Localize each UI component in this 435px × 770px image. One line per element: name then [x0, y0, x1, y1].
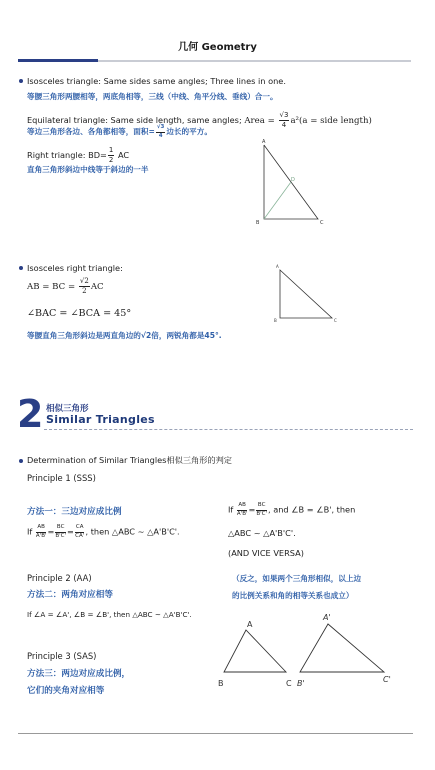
frac-den: A'B' — [35, 532, 47, 539]
label-b-prime: B' — [297, 679, 305, 688]
sas-formula: If $\frac{AB}{A'B'}$ = $\frac{BC}{B'C'}$ , and ∠B = ∠B', then — [228, 502, 356, 517]
equilateral-cn-text: 等边三角形各边、各角都相等，面积= — [27, 127, 155, 136]
frac-num: AB — [36, 525, 47, 533]
ratio-ab — [237, 503, 248, 517]
similar-triangles-figure — [212, 608, 402, 694]
ratio-bc — [55, 525, 66, 539]
triangle-abc — [280, 270, 332, 318]
bullet-icon — [19, 266, 23, 270]
label-b: B — [274, 318, 277, 323]
then-text: , then △ABC ~ △A'B'C'. — [85, 526, 180, 537]
label-a-prime: A' — [323, 613, 331, 622]
frac-num: √3 — [279, 111, 289, 119]
frac-den: A'B' — [236, 510, 248, 517]
frac-den: 2 — [108, 156, 114, 164]
frac-num: AB — [237, 503, 248, 511]
label-b: B — [256, 220, 260, 226]
header-rule — [98, 60, 411, 62]
principle-2-title: Principle 2 (AA) — [27, 573, 92, 583]
label-a: A — [262, 139, 266, 145]
section-number: 2 — [17, 392, 44, 436]
and-text: , and ∠B = ∠B', then — [268, 504, 356, 515]
if-label: If — [27, 526, 33, 537]
triangle-abc — [224, 630, 286, 672]
label-c-prime: C' — [383, 675, 391, 684]
principle-2-formula: If ∠A = ∠A', ∠B = ∠B', then △ABC ~ △A'B'C'. — [27, 610, 192, 619]
equilateral-cn-frac — [156, 125, 166, 139]
ratio-ab — [36, 525, 47, 539]
frac-num: BC — [55, 525, 66, 533]
method-1: 方法一：三边对应成比例 — [27, 507, 122, 517]
section-title-en: Similar Triangles — [46, 413, 155, 426]
section-title-cn: 相似三角形 — [46, 404, 89, 414]
equilateral-cn — [27, 125, 212, 139]
equilateral-cn-suffix: 边长的平方。 — [166, 127, 212, 136]
vice-versa-cn-2: 的比例关系和角的相等关系也成立） — [232, 591, 354, 600]
frac-num: √2 — [79, 277, 89, 285]
method-3-line-1: 方法三：两边对应成比例， — [27, 669, 131, 679]
triangle-a2b2c2 — [300, 624, 384, 672]
ratio-bc — [256, 503, 267, 517]
isosceles-en: Isosceles triangle: Same sides same angles; Three lines in one. — [27, 76, 286, 86]
isosceles-cn: 等腰三角形两腰相等，两底角相等，三线（中线、角平分线、垂线）合一。 — [27, 92, 278, 101]
right-triangle-suffix: AC — [117, 150, 130, 160]
vice-versa-cn-1: （反之，如果两个三角形相似，以上边 — [232, 574, 362, 583]
frac-den: CA' — [75, 532, 85, 539]
header-rule-accent — [18, 59, 98, 62]
if-label: If — [228, 504, 234, 515]
label-c: C — [320, 220, 324, 226]
right-triangle-frac — [108, 147, 114, 164]
right-triangle-cn: 直角三角形斜边中线等于斜边的一半 — [27, 165, 149, 174]
frac-den: B'C' — [55, 532, 66, 539]
bullet-icon — [19, 79, 23, 83]
frac-num: CA — [75, 525, 85, 533]
right-triangle-figure — [252, 138, 332, 228]
iso-right-cn: 等腰直角三角形斜边是两直角边的√2倍，两锐角都是45°. — [27, 331, 222, 340]
frac-den: B'C' — [256, 510, 267, 517]
label-c: C — [286, 679, 292, 688]
principle-3-title: Principle 3 (SAS) — [27, 651, 97, 661]
eq1-prefix: AB = BC = — [27, 282, 78, 292]
label-a: A — [247, 620, 253, 629]
principle-1-formula: If $\frac{AB}{A'B'}$ = $\frac{BC}{B'C'}$ = $\frac{CA}{CA'}$ , then △ABC ~ △A'B'C'. — [27, 524, 180, 539]
right-triangle-en — [27, 147, 129, 164]
equilateral-area-frac — [279, 112, 290, 129]
iso-right-figure — [270, 262, 342, 324]
frac-num: 1 — [108, 146, 114, 154]
iso-right-eq1 — [27, 278, 104, 295]
iso-right-title: Isosceles right triangle: — [27, 263, 123, 273]
method-2: 方法二：两角对应相等 — [27, 590, 113, 600]
label-b: B — [218, 679, 224, 688]
equilateral-text: Equilateral triangle: Same side length, same angles; — [27, 115, 242, 125]
frac-den: 2 — [82, 287, 87, 295]
equilateral-area-label: Area = — [244, 116, 278, 126]
vice-versa: (AND VICE VERSA) — [228, 548, 304, 558]
median-bd — [264, 182, 291, 219]
frac-den: 4 — [281, 121, 287, 129]
ratio-ca — [75, 525, 85, 539]
principle-1-title: Principle 1 (SSS) — [27, 473, 96, 483]
eq1-frac — [79, 278, 90, 295]
frac-num: BC — [256, 503, 267, 511]
sas-then: △ABC ~ △A'B'C'. — [228, 528, 296, 538]
bullet-icon — [19, 459, 23, 463]
eq1-suffix: AC — [90, 282, 104, 292]
right-triangle-label: Right triangle: BD= — [27, 150, 107, 160]
method-3-line-2: 它们的夹角对应相等 — [27, 686, 105, 696]
label-c: C — [334, 318, 337, 323]
label-d: D — [291, 177, 295, 183]
similar-determination: Determination of Similar Triangles相似三角形的判定 — [27, 455, 232, 465]
section-divider — [44, 429, 413, 430]
label-a: A — [276, 264, 279, 269]
frac-num: √3 — [156, 125, 166, 133]
iso-right-eq2: ∠BAC = ∠BCA = 45° — [27, 308, 132, 319]
frac-den: 4 — [158, 132, 163, 139]
footer-rule — [18, 733, 413, 734]
equilateral-area-suffix: a²(a = side length) — [290, 116, 372, 126]
page-title: 几何 Geometry — [178, 42, 257, 53]
